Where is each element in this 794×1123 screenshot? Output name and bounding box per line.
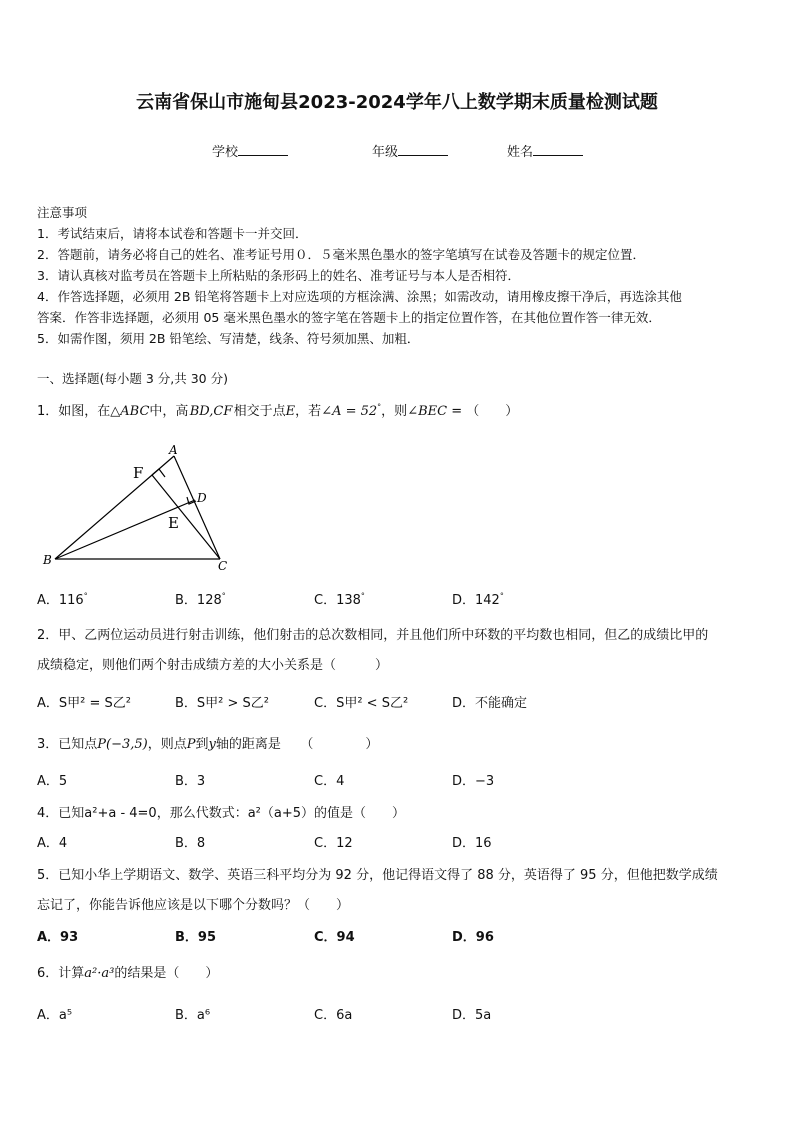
q3-p: P [186, 737, 196, 752]
notice-item: 1．考试结束后，请将本试卷和答题卡一并交回． [37, 226, 308, 241]
q3-option-c[interactable]: C．4 [314, 774, 345, 789]
side-ac [174, 456, 220, 559]
notice-item: 3．请认真核对监考员在答题卡上所粘贴的条形码上的姓名、准考证号与本人是否相符． [37, 268, 520, 283]
q6-expression: a²·a³ [84, 966, 115, 981]
grade-label: 年级 [372, 145, 399, 160]
question-3 [37, 733, 378, 752]
q1-triangle: △ABC [110, 404, 150, 419]
section-heading: 一、选择题(每小题 3 分,共 30 分) [37, 371, 228, 386]
label-f: F [133, 464, 144, 482]
question-2-line-2: 成绩稳定，则他们两个射击成绩方差的大小关系是（ ） [37, 658, 389, 673]
q3-option-a[interactable]: A．5 [37, 774, 68, 789]
q1-option-d[interactable]: D．142° [452, 591, 504, 608]
notice-item: 2．答题前，请务必将自己的姓名、准考证号用０．５毫米黑色墨水的签字笔填写在试卷及答题卡的规定位置． [37, 247, 645, 262]
q1-bd-cf: BD,CF [189, 404, 233, 419]
question-5-line-2: 忘记了，你能告诉他应该是以下哪个分数吗？（ ） [37, 898, 350, 913]
question-6 [37, 962, 218, 981]
name-label: 姓名 [507, 145, 534, 160]
label-e: E [168, 514, 179, 532]
q1-mid4: ，则 [381, 404, 408, 419]
q5-option-c[interactable]: C．94 [314, 930, 355, 945]
q1-tail: = （ ） [451, 404, 519, 419]
q3-text-4: 轴的距离是 （ ） [215, 737, 379, 752]
notice-item: 4．作答选择题，必须用 2B 铅笔将答题卡上对应选项的方框涂满、涂黑；如需改动，请用橡皮擦干净后，再选涂其他 [37, 289, 682, 304]
q1-option-b[interactable]: B．128° [175, 591, 226, 608]
q6-text-1: 6．计算 [37, 966, 85, 981]
notice-heading: 注意事项 [37, 205, 88, 220]
q6-option-c[interactable]: C．6a [314, 1008, 353, 1023]
notice-item: 答案．作答非选择题，必须用 05 毫米黑色墨水的签字笔在答题卡上的指定位置作答，在其他位置作答一律无效． [37, 310, 661, 325]
page-title: 云南省保山市施甸县2023-2024学年八上数学期末质量检测试题 [136, 92, 658, 113]
q6-text-2: 的结果是（ ） [114, 966, 219, 981]
q5-option-d[interactable]: D．96 [452, 930, 494, 945]
altitude-cf [152, 475, 220, 559]
grade-field[interactable] [372, 141, 448, 160]
q3-option-b[interactable]: B．3 [175, 774, 206, 789]
q6-option-d[interactable]: D．5a [452, 1008, 492, 1023]
q3-y: y [208, 737, 216, 752]
question-2-line-1: 2．甲、乙两位运动员进行射击训练，他们射击的总次数相同，并且他们所中环数的平均数也相同，但乙的成绩比甲的 [37, 628, 709, 643]
q2-option-c[interactable]: C．S甲² < S乙² [314, 696, 409, 711]
q4-option-a[interactable]: A．4 [37, 836, 68, 851]
q1-point-e: E [285, 404, 296, 419]
label-d: D [197, 491, 207, 505]
label-b: B [43, 553, 52, 567]
q4-option-b[interactable]: B．8 [175, 836, 206, 851]
q2-option-d[interactable]: D．不能确定 [452, 696, 528, 711]
label-a: A [169, 443, 178, 457]
q1-option-a[interactable]: A．116° [37, 591, 88, 608]
q6-option-a[interactable]: A．a⁵ [37, 1008, 73, 1023]
q3-text-1: 3．已知点 [37, 737, 98, 752]
q4-option-d[interactable]: D．16 [452, 836, 492, 851]
q1-angle-a: ∠A = 52 [321, 404, 378, 419]
q1-prefix: 1．如图，在 [37, 404, 111, 419]
q1-mid2: 相交于点 [233, 404, 286, 419]
grade-blank[interactable] [398, 143, 448, 156]
q2-option-a[interactable]: A．S甲² = S乙² [37, 696, 131, 711]
name-blank[interactable] [533, 143, 583, 156]
q1-option-c[interactable]: C．138° [314, 591, 365, 608]
q5-option-a[interactable]: A．93 [37, 930, 79, 945]
q3-text-2: ，则点 [147, 737, 187, 752]
triangle-figure [38, 440, 238, 575]
q4-option-c[interactable]: C．12 [314, 836, 353, 851]
q3-text-3: 到 [195, 737, 209, 752]
q6-option-b[interactable]: B．a⁶ [175, 1008, 211, 1023]
school-field[interactable] [212, 141, 288, 160]
q5-option-b[interactable]: B．95 [175, 930, 216, 945]
q1-mid3: ，若 [295, 404, 322, 419]
notice-item: 5．如需作图，须用 2B 铅笔绘、写清楚，线条、符号须加黑、加粗． [37, 331, 420, 346]
label-c: C [218, 559, 228, 573]
question-5-line-1: 5．已知小华上学期语文、数学、英语三科平均分为 92 分，他记得语文得了 88 分，英语得了 95 分，但他把数学成绩 [37, 868, 718, 883]
right-angle-f [152, 469, 165, 477]
question-4: 4．已知a²+a - 4=0，那么代数式：a²（a+5）的值是（ ） [37, 806, 406, 821]
school-label: 学校 [212, 145, 239, 160]
q3-point: P(−3,5) [97, 737, 148, 752]
name-field[interactable] [507, 141, 583, 160]
q1-angle-bec: ∠BEC [407, 404, 448, 419]
q2-option-b[interactable]: B．S甲² > S乙² [175, 696, 270, 711]
school-blank[interactable] [238, 143, 288, 156]
q3-option-d[interactable]: D．−3 [452, 774, 495, 789]
question-1: 1．如图，在△ABC中，高 BD,CF 相交于点E，若∠A = 52°，则∠BEC = （ ） [37, 402, 519, 419]
q1-mid1: 中，高 [149, 404, 189, 419]
